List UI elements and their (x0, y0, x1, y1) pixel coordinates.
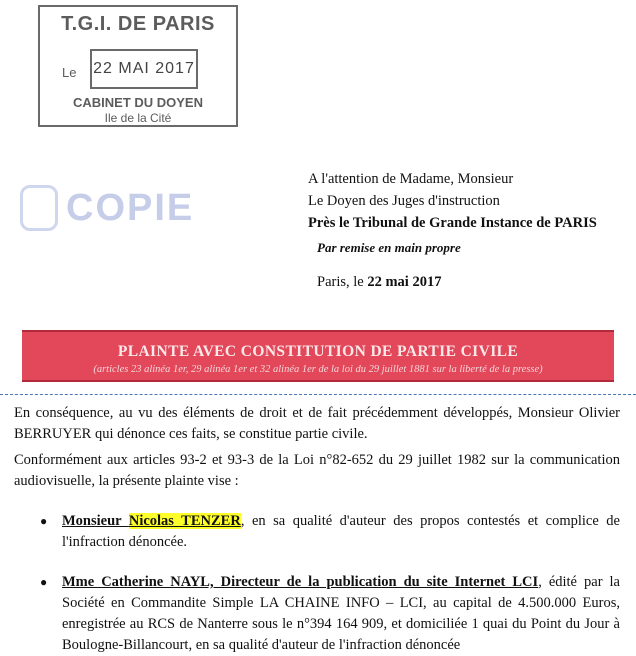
copie-seal-icon (20, 185, 58, 231)
item-2-lead: Mme Catherine NAYL, Directeur de la publication du site Internet LCI (62, 574, 539, 590)
bullet-icon: ● (40, 514, 48, 528)
complaint-banner (22, 330, 614, 382)
bullet-icon: ● (40, 575, 48, 589)
banner-title: PLAINTE AVEC CONSTITUTION DE PARTIE CIVILE (117, 343, 519, 360)
banner-subtitle: (articles 23 alinéa 1er, 29 alinéa 1er et 32 alinéa 1er de la loi du 29 juillet 1881 sur la liberté de la presse) (93, 364, 543, 375)
addressee-line-2: Le Doyen des Juges d'instruction (308, 193, 500, 209)
court-stamp (38, 5, 238, 127)
stamp-le-label: Le (62, 65, 77, 80)
letter-date (317, 274, 441, 291)
item-2-rest: , édité par la Société en Commandite Simple LA CHAINE INFO – LCI, au capital de 4.500.000 Euros, enregistrée au RCS de Nanterre sous le n°394 164 909, et domiciliée 1 quai du Point du Jour à Boulogne-Billancourt, en sa qualité d'auteur de l'infraction dénoncée (62, 574, 620, 653)
stamp-title: T.G.I. DE PARIS (61, 13, 215, 35)
item-1-lead-a: Monsieur (62, 513, 129, 529)
copie-stamp (20, 183, 200, 243)
stamp-date: 22 MAI 2017 (90, 49, 198, 89)
addressee-block (308, 168, 597, 234)
delivery-mode: Par remise en main propre (317, 240, 461, 255)
list-item (62, 572, 620, 656)
stamp-cabinet: CABINET DU DOYEN (72, 95, 203, 110)
page-divider (0, 394, 636, 395)
addressee-line-3: Près le Tribunal de Grande Instance de PARIS (308, 215, 597, 231)
letter-date-prefix: Paris, le (317, 274, 368, 290)
item-1-lead (62, 513, 241, 529)
item-1-highlight: Nicolas TENZER (128, 513, 241, 529)
letter-date-value: 22 mai 2017 (367, 274, 442, 290)
stamp-ile: Ile de la Cité (104, 111, 172, 125)
addressee-line-1: A l'attention de Madame, Monsieur (308, 171, 514, 187)
list-item (62, 511, 620, 553)
paragraph-2: Conformément aux articles 93-2 et 93-3 de la Loi n°82-652 du 29 juillet 1982 sur la communication audiovisuelle, la présente plainte vise : (14, 452, 620, 489)
item-1-rest: , en sa qualité d'auteur des propos contestés et complice de l'infraction dénoncée. (62, 513, 620, 550)
copie-text: COPIE (66, 187, 195, 229)
paragraph-1: En conséquence, au vu des éléments de droit et de fait précédemment développés, Monsieur Olivier BERRUYER qui dénonce ces faits, se constitue partie civile. (14, 405, 620, 442)
